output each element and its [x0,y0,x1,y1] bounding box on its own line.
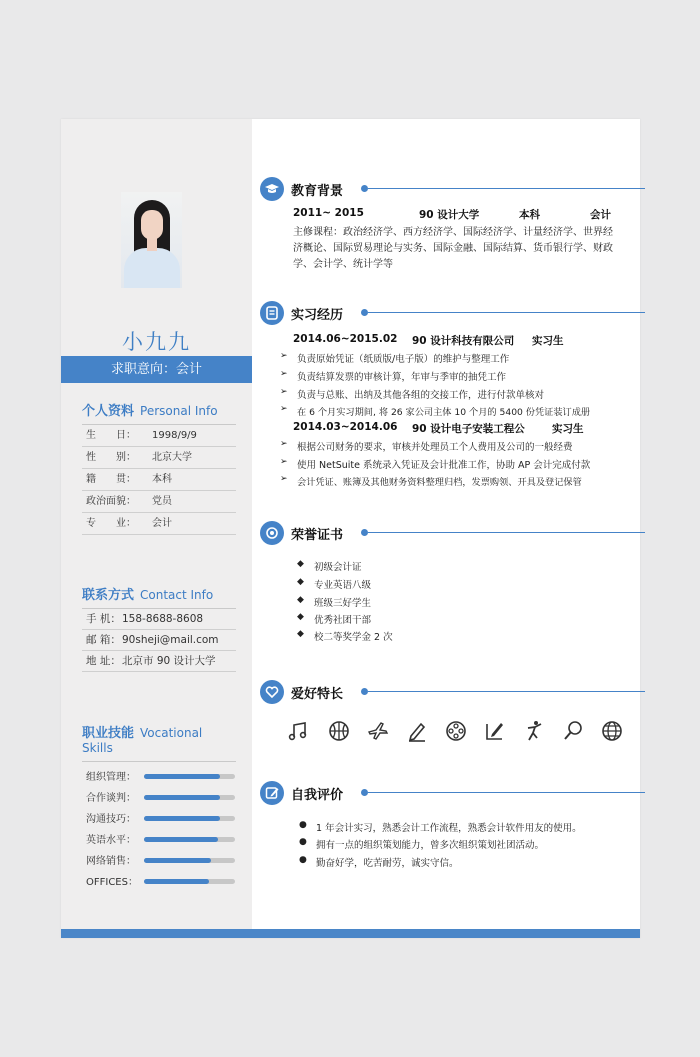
skill-bar [144,774,235,779]
info-row: 专 业： 会计 [82,513,236,535]
honor-item: ◆ 初级会计证 [297,559,362,573]
honor-item: ◆ 专业英语八级 [297,577,372,591]
dance-icon [522,719,546,743]
microphone-icon [561,719,585,743]
job1-duty: ➢ 在 6 个月实习期间, 将 26 家公司主体 10 个月的 5400 份凭证装订成册 [280,404,591,418]
skill-bar-fill [144,774,220,779]
skill-label: 组织管理： [86,772,136,783]
skill-bar [144,879,235,884]
film-reel-icon [444,719,468,743]
edu-major: 会计 [590,209,611,221]
job2-period: 2014.03~2014.06 [293,421,398,433]
document-icon [260,301,284,325]
job2-role: 实习生 [552,423,584,435]
left-sidebar [61,119,252,938]
candidate-name: 小九九 [122,330,191,354]
skill-row [82,870,236,891]
heart-icon [260,680,284,704]
skill-label: 英语水平： [86,835,136,846]
internship-title: 实习经历 [291,308,344,323]
info-row: 籍 贯： 本科 [82,469,236,491]
hobbies-title: 爱好特长 [291,687,344,702]
music-icon [287,719,311,743]
honor-item: ◆ 校二等奖学金 2 次 [297,629,393,643]
skill-label: 网络销售： [86,856,136,867]
skill-bar-fill [144,795,220,800]
job1-company: 90 设计科技有限公司 [412,335,515,347]
edu-courses-line: 济概论、国际贸易理论与实务、国际金融、国际结算、货币银行学、财政 [293,243,613,254]
job2-duty: ➢ 根据公司财务的要求，审核并处理员工个人费用及公司的一般经费 [280,439,573,453]
skill-row [82,828,236,849]
skill-bar [144,795,235,800]
skill-bar [144,858,235,863]
info-row: 性 别： 北京大学 [82,447,236,469]
graduation-cap-icon [260,177,284,201]
self-eval-title: 自我评价 [291,788,344,803]
education-header [260,177,640,203]
skill-bar [144,837,235,842]
job1-duty: ➢ 负责结算发票的审核计算，年审与季审的抽凭工作 [280,369,507,383]
edit-icon [260,781,284,805]
skill-row [82,807,236,828]
self-eval-item: ● 拥有一点的组织策划能力，曾多次组织策划社团活动。 [299,837,545,851]
skill-bar-fill [144,837,218,842]
basketball-icon [327,719,351,743]
skill-label: 沟通技巧： [86,814,136,825]
globe-icon [600,719,624,743]
skill-row [82,786,236,807]
skill-label: 合作谈判： [86,793,136,804]
personal-info-section [82,400,236,535]
job1-duty: ➢ 负责与总账、出纳及其他各组的交接工作，进行付款单核对 [280,387,545,401]
bottom-accent-bar [61,929,640,938]
honors-title: 荣誉证书 [291,528,344,543]
job1-duty: ➢ 负责原始凭证（纸质版/电子版）的维护与整理工作 [280,351,510,365]
skill-label: OFFICES： [86,877,138,888]
skill-bar-fill [144,816,220,821]
internship-header [260,301,640,327]
contact-row: 地 址： 北京市 90 设计大学 [82,651,236,672]
hobbies-header [260,680,640,706]
self-eval-header [260,781,640,807]
contact-row: 邮 箱： 90sheji@mail.com [82,630,236,651]
airplane-icon [366,719,390,743]
skill-row [82,765,236,786]
job1-period: 2014.06~2015.02 [293,333,398,345]
resume-page [61,119,640,938]
profile-photo [121,192,182,288]
edu-courses-line: 主修课程：政治经济学、西方经济学、国际经济学、计量经济学、世界经 [293,227,613,238]
skill-bar-fill [144,858,211,863]
contact-info-title: 联系方式 Contact Info [82,584,236,609]
job2-duty: ➢ 使用 NetSuite 系统录入凭证及会计批准工作，协助 AP 会计完成付款 [280,457,591,471]
writing-icon [483,719,507,743]
skill-bar [144,816,235,821]
info-row: 政治面貌： 党员 [82,491,236,513]
award-medal-icon [260,521,284,545]
honors-header [260,521,640,547]
job2-duty: ➢ 会计凭证、账簿及其他财务资料整理归档，发票购领、开具及登记保管 [280,474,582,488]
personal-info-title: 个人资料 Personal Info [82,400,236,425]
pen-icon [405,719,429,743]
honor-item: ◆ 优秀社团干部 [297,612,372,626]
skill-list [82,765,236,891]
contact-info-section [82,584,236,672]
self-eval-item: ● 勤奋好学，吃苦耐劳，诚实守信。 [299,855,459,869]
self-eval-item: ● 1 年会计实习，熟悉会计工作流程，熟悉会计软件用友的使用。 [299,820,582,834]
education-title: 教育背景 [291,184,344,199]
skills-title: 职业技能 Vocational Skills [82,722,236,762]
info-row: 生 日： 1998/9/9 [82,425,236,447]
edu-degree: 本科 [519,209,540,221]
edu-school: 90 设计大学 [419,209,480,221]
main-content [252,119,640,938]
skill-bar-fill [144,879,209,884]
skill-row [82,849,236,870]
job1-role: 实习生 [532,335,564,347]
job2-company: 90 设计电子安装工程公 [412,423,525,435]
honor-item: ◆ 班级三好学生 [297,595,372,609]
job-intention-banner: 求职意向：会计 [61,356,252,383]
edu-courses-line: 学、会计学、统计学等 [293,259,393,270]
edu-period: 2011~ 2015 [293,207,364,219]
skills-section [82,722,236,891]
contact-row: 手 机： 158-8688-8608 [82,609,236,630]
